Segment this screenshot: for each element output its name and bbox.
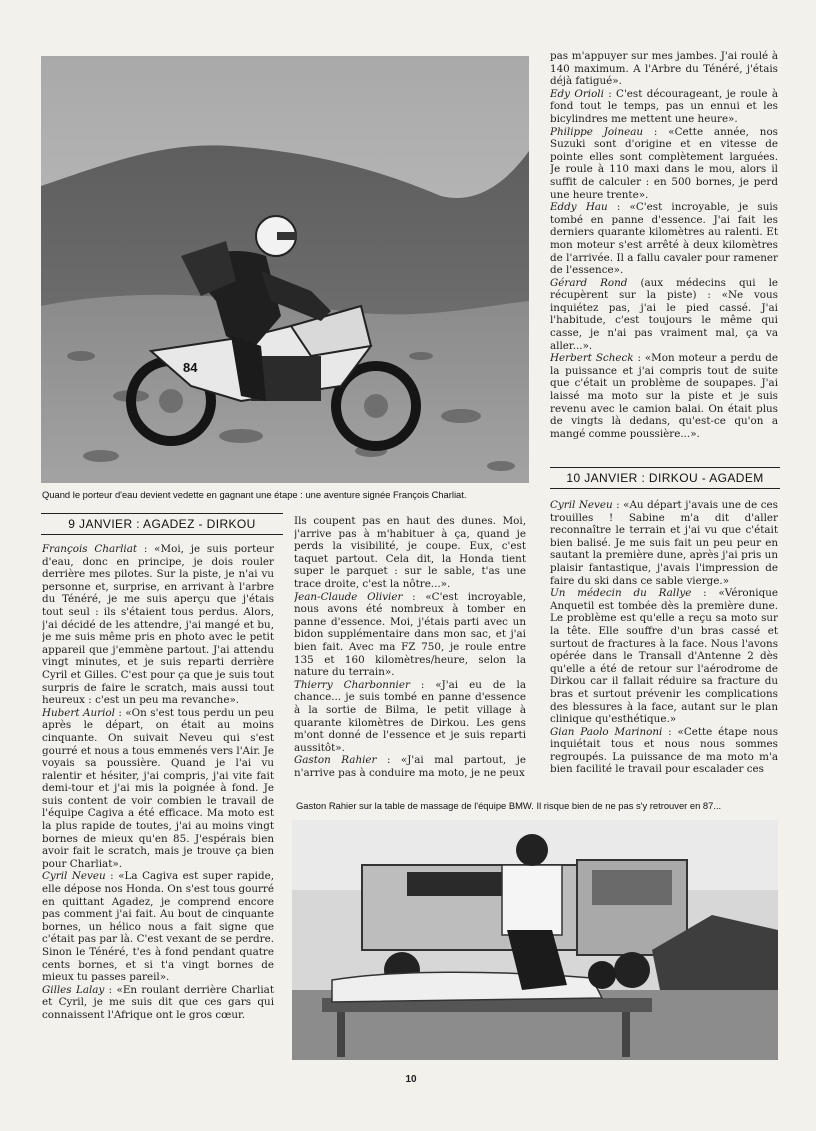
- speaker-name: Gérard Rond: [550, 276, 628, 289]
- photo-motorcycle-desert: [41, 56, 529, 483]
- quote-text: : «Au départ j'avais une de ces trouilles ! Sabine m'a dit d'aller reconnaître le terrain et j'ai vu que c'était bien balisé. Je me suis fait un peu peur en sautant la première dune, après j'ai pris un plaisir fantastique, j'avais l'impression de faire du ski dans ce sable vierge.»: [550, 499, 778, 587]
- speaker-name: Hubert Auriol: [42, 706, 115, 719]
- text-column-3-top: [550, 50, 778, 452]
- interview-paragraph: [294, 754, 526, 779]
- interview-paragraph: [550, 277, 778, 353]
- quote-text: : «On s'est tous perdu un peu après le départ, on était au moins cinquante. On suivait Neveu qui s'est gourré et nous a tous emmenés vers l'Air. Je voyais sa poussière. Quand je l'ai vu ralentir et hésiter, j'ai compris, j'ai vite fait demi-tour et j'ai mis la poignée à fond. Je suis content de voir combien le travail de l'équipe Cagiva a été efficace. Ma moto est la plus rapide de toutes, j'ai au moins vingt bornes de mieux qu'en 85. J'espérais bien avoir fait le scratch, mais je trouve ça bien pour Charliat».: [42, 706, 274, 870]
- quote-text: : «C'est incroyable, nous avons été nombreux à tomber en panne d'essence. Moi, j'étais parti avec un bidon supplémentaire dans mon sac, et j'ai bien fait. Avec ma FZ 750, je roule entre 135 et 160 kilomètres/heure, selon la nature du terrain».: [294, 590, 526, 679]
- interview-paragraph: [294, 591, 526, 679]
- quote-text: : «Mon moteur a perdu de la puissance et j'ai compris tout de suite que c'était un problème de soupapes. J'ai laissé ma moto sur la piste et je suis revenu avec le camion balai. On était plus de vingts là dedans, qu'est-ce qu'on a mangé comme poussière...».: [550, 352, 778, 440]
- interview-paragraph: [550, 352, 778, 440]
- interview-paragraph: [550, 126, 778, 202]
- interview-paragraph: [550, 88, 778, 126]
- quote-text: : «C'est incroyable, je suis tombé en panne d'essence. J'ai fait les derniers quarante kilomètres au ralenti. Et mon moteur s'est arrêté à deux kilomètres de l'arrivée. Il a fallu cavaler pour ramener de l'essence».: [550, 201, 778, 277]
- speaker-name: Philippe Joineau: [550, 125, 644, 138]
- interview-paragraph: [550, 201, 778, 277]
- speaker-name: Un médecin du Rallye: [550, 587, 692, 600]
- text-column-2: [294, 515, 526, 797]
- quote-text: : «J'ai eu de la chance... je suis tombé en panne d'essence à la sortie de Bilma, le petit village à quarante kilomètres de Dirkou. Les gens m'ont donné de l'essence et je suis reparti aussitôt».: [294, 678, 526, 754]
- interview-paragraph: [42, 870, 274, 983]
- quote-text: (aux médecins qui le récupèrent sur la piste) : «Ne vous inquiétez pas, j'ai le pied cassé. J'ai l'habitude, c'est toujours le même qui casse, je n'ai pas vraiment mal, ça va aller...».: [550, 276, 778, 352]
- quote-text: : «En roulant derrière Charliat et Cyril, je me suis dit que ces gars qui connaissent l'Afrique ont le gros cœur.: [42, 983, 274, 1021]
- speaker-name: Cyril Neveu: [42, 870, 106, 883]
- quote-text: Ils coupent pas en haut des dunes. Moi, j'arrive pas à m'habituer à ça, quand je perds la visibilité, je coupe. Eux, c'est taquet partout. Cela dit, la Honda tient super le parquet : sur le sable, t'as une trace droite, c'est la nôtre...».: [294, 515, 526, 590]
- quote-text: : «Cette année, nos Suzuki sont d'origine et en vitesse de pointe elles sont complètement larguées. Je roule à 110 maxi dans le mou, alors il suffit de calculer : en 500 bornes, je perd une heure trente».: [550, 125, 778, 201]
- speaker-name: Gaston Rahier: [294, 754, 377, 767]
- speaker-name: François Charliat: [42, 543, 138, 555]
- section-heading-agadez-dirkou: 9 JANVIER : AGADEZ - DIRKOU: [41, 513, 283, 535]
- speaker-name: Cyril Neveu: [550, 499, 613, 511]
- quote-text: : «Cette étape nous inquiétait tous et nous nous sommes regroupés. La puissance de ma moto m'a bien facilité le travail pour escalader ces: [550, 725, 778, 776]
- interview-paragraph: [550, 50, 778, 88]
- quote-text: : «La Cagiva est super rapide, elle dépose nos Honda. On s'est tous gourré en quittant Agadez, je comprend encore pas comment j'ai fait. Au bout de cinquante bornes, un hélico nous a fait signe que c'était pas par là. C'est vexant de se perdre. Sinon le Ténéré, t'es à fond pendant quatre cents bornes, et si t'a vingt bornes de mieux tu passes pareil».: [42, 870, 274, 984]
- photo-top-caption: Quand le porteur d'eau devient vedette en gagnant une étape : une aventure signée François Charliat.: [42, 489, 467, 500]
- bike-number-plate: 84: [183, 360, 198, 375]
- interview-paragraph: [550, 726, 778, 776]
- section-heading-dirkou-agadem: 10 JANVIER : DIRKOU - AGADEM: [550, 467, 780, 489]
- motorcycle-photo-illustration: [41, 56, 529, 483]
- speaker-name: Gilles Lalay: [42, 983, 105, 996]
- text-column-3-bottom: [550, 499, 778, 797]
- interview-paragraph: [550, 587, 778, 726]
- quote-text: : «Véronique Anquetil est tombée dès la première dune. Le problème est qu'elle a reçu sa moto sur la tête. Elle souffre d'un bras cassé et surtout de fractures à la face. Nous l'avons opérée dans le Transall d'Antenne 2 dès qu'elle a été de retour sur l'aérodrome de Dirkou car il fallait réduire sa fracture du bras et surtout prévenir les complications des blessures à la face, autant sur le plan clinique qu'esthétique.»: [550, 587, 778, 726]
- interview-paragraph: [42, 984, 274, 1022]
- interview-paragraph: [294, 515, 526, 591]
- photo-bottom-caption: Gaston Rahier sur la table de massage de l'équipe BMW. Il risque bien de ne pas s'y retrouver en 87...: [296, 800, 722, 811]
- speaker-name: Jean-Claude Olivier: [294, 590, 403, 603]
- interview-paragraph: [294, 679, 526, 755]
- quote-text: : C'est décourageant, je roule à fond tout le temps, pas un ennui et les bicylindres me mettent une heure».: [550, 87, 778, 125]
- massage-photo-illustration: [292, 820, 778, 1060]
- quote-text: pas m'appuyer sur mes jambes. J'ai roulé à 140 maximum. A l'Arbre du Ténéré, j'étais déjà fatigué».: [550, 50, 778, 88]
- interview-paragraph: [550, 499, 778, 587]
- text-column-1: [42, 543, 274, 1061]
- page-number: 10: [405, 1074, 417, 1085]
- speaker-name: Thierry Charbonnier: [294, 678, 410, 691]
- quote-text: : «J'ai mal partout, je n'arrive pas à conduire ma moto, je ne peux: [294, 754, 526, 779]
- speaker-name: Gian Paolo Marinoni: [550, 725, 663, 738]
- speaker-name: Herbert Scheck: [550, 352, 634, 365]
- interview-paragraph: [42, 707, 274, 871]
- photo-massage-table: [292, 820, 778, 1060]
- speaker-name: Eddy Hau: [550, 201, 608, 214]
- quote-text: : «Moi, je suis porteur d'eau, donc en principe, je dois rouler derrière mes pilotes. Sur la piste, je n'ai vu personne et, surprise, en arrivant à l'arbre du Ténéré, je me suis aperçu que j'étais tout seul : ils s'étaient tous perdus. Alors, j'ai décidé de les attendre, j'ai mangé et bu, je me suis même pris en photo avec le petit appareil que j'emmène partout. J'ai attendu vingt minutes, et je suis reparti derrière Cyril et Gilles. C'est pour ça que je suis tout surpris de faire le scratch, mais aussi tout heureux : c'est un peu ma revanche».: [42, 543, 274, 707]
- interview-paragraph: [42, 543, 274, 707]
- speaker-name: Edy Orioli: [550, 87, 604, 100]
